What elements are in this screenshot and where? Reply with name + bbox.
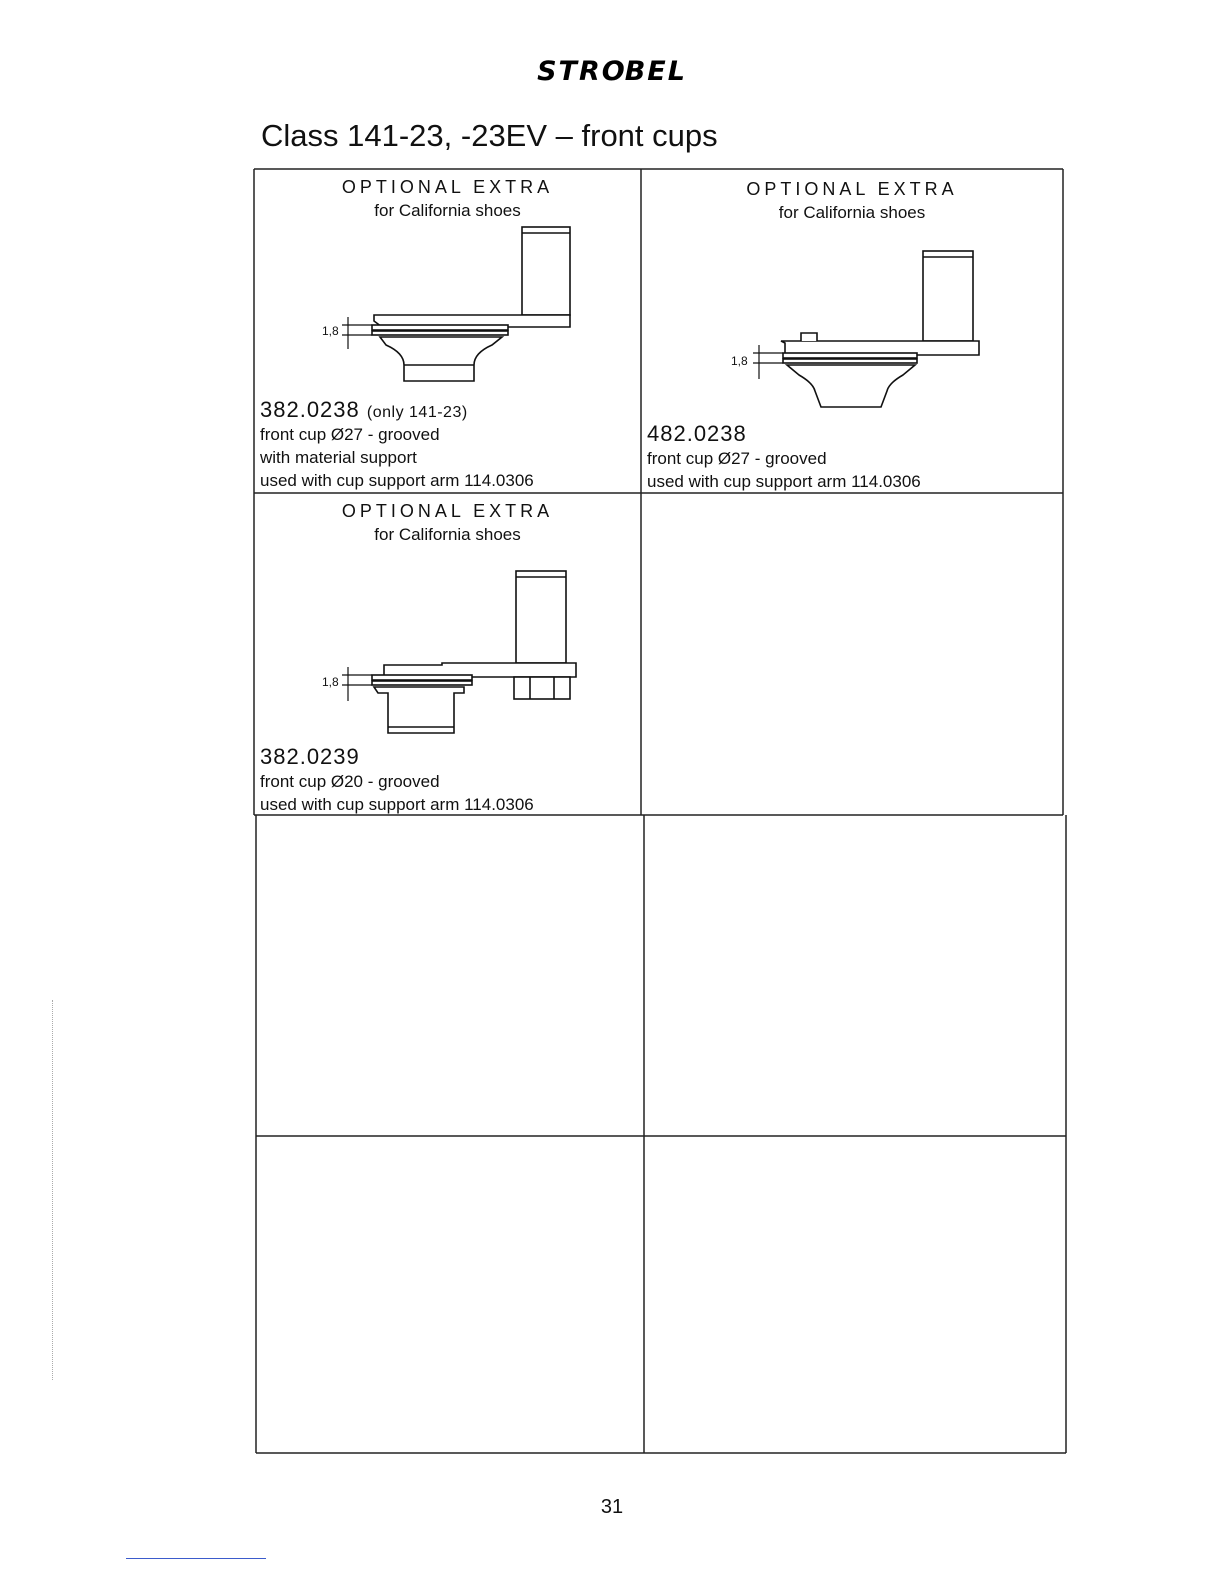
part-description: with material support [260, 448, 417, 467]
footer-rule [126, 1558, 266, 1559]
part-description: used with cup support arm 114.0306 [647, 472, 921, 491]
part-description: front cup Ø27 - grooved [647, 449, 827, 468]
page-title: Class 141-23, -23EV – front cups [261, 118, 718, 153]
part-number: 482.0238 [647, 421, 747, 446]
part-cell-382-0239 [254, 493, 641, 815]
front-cup-drawing [721, 245, 991, 415]
part-description: front cup Ø20 - grooved [260, 772, 440, 791]
dimension-label: 1,8 [731, 354, 748, 368]
optional-extra-sub: for California shoes [778, 203, 926, 222]
part-number: 382.0238 (only 141-23) [260, 397, 468, 422]
dimension-label: 1,8 [322, 675, 339, 689]
optional-extra-sub: for California shoes [374, 201, 521, 220]
brand-logo: STROBEL [537, 56, 687, 87]
part-description: used with cup support arm 114.0306 [260, 795, 534, 814]
page-number: 31 [600, 1496, 624, 1518]
optional-extra-sub: for California shoes [374, 525, 521, 544]
optional-extra-label: OPTIONAL EXTRA [341, 177, 554, 197]
front-cup-drawing [314, 565, 594, 745]
part-cell-482-0238 [641, 169, 1063, 493]
optional-extra-label: OPTIONAL EXTRA [746, 179, 958, 199]
dimension-label: 1,8 [322, 324, 339, 338]
margin-marks [52, 1000, 55, 1380]
part-description: front cup Ø27 - grooved [260, 425, 440, 444]
optional-extra-label: OPTIONAL EXTRA [341, 501, 554, 521]
front-cup-drawing [314, 221, 584, 391]
part-number: 382.0239 [260, 744, 360, 769]
part-description: used with cup support arm 114.0306 [260, 471, 534, 490]
part-cell-382-0238 [254, 169, 641, 493]
